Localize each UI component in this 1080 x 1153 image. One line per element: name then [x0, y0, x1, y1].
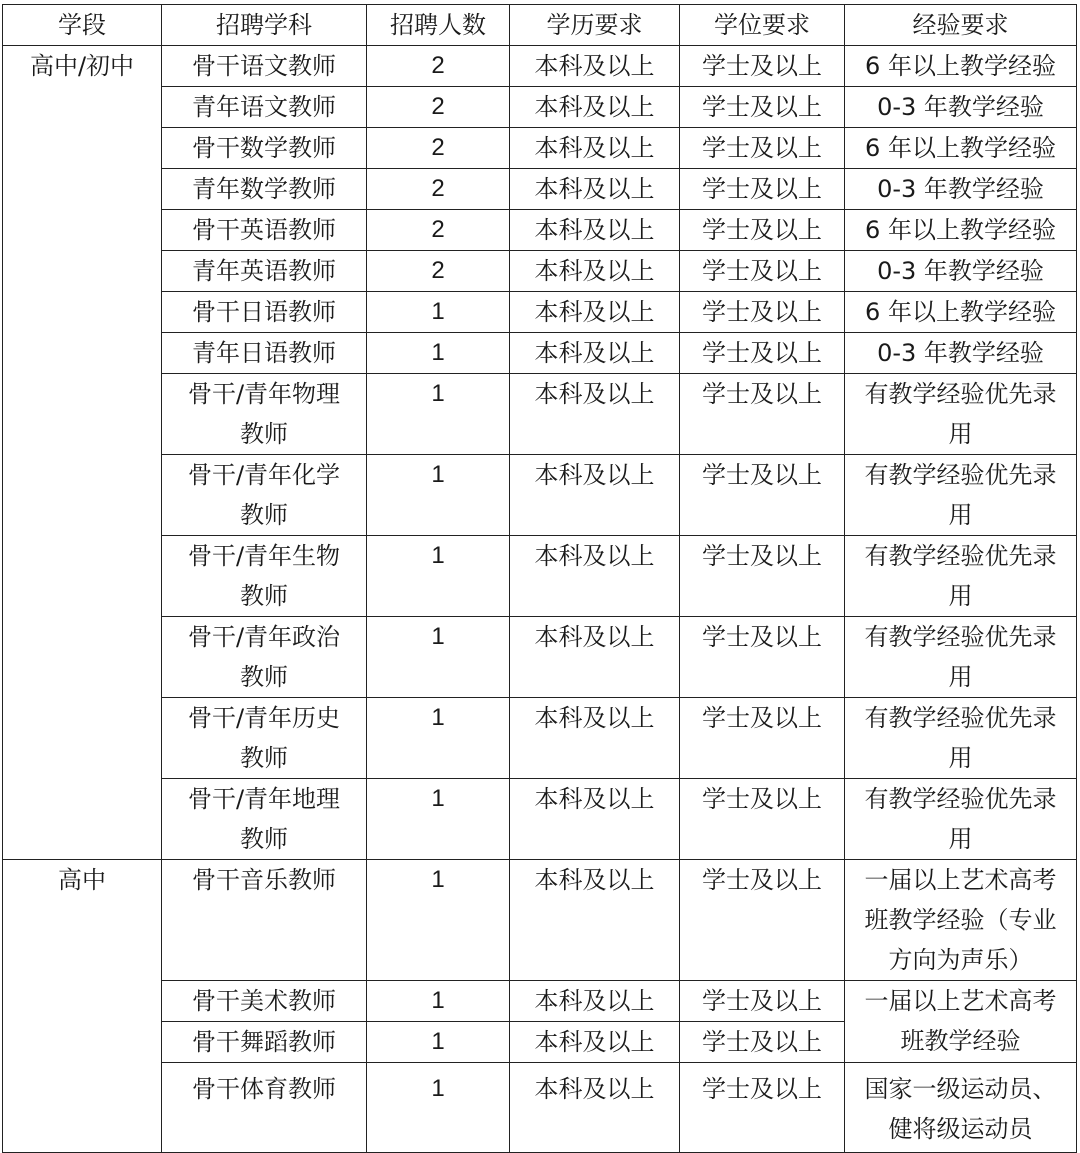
count-cell: 1 — [367, 374, 510, 455]
header-subject: 招聘学科 — [162, 5, 367, 46]
education-cell: 本科及以上 — [510, 1022, 680, 1063]
header-degree: 学位要求 — [680, 5, 845, 46]
table-row — [3, 87, 1077, 128]
degree-cell: 学士及以上 — [680, 536, 845, 617]
education-cell: 本科及以上 — [510, 860, 680, 981]
subject-cell: 青年英语教师 — [162, 251, 367, 292]
education-cell: 本科及以上 — [510, 1063, 680, 1153]
subject-cell: 青年日语教师 — [162, 333, 367, 374]
experience-cell: 国家一级运动员、健将级运动员 — [845, 1063, 1077, 1153]
table-row — [3, 333, 1077, 374]
stage-cell: 高中/初中 — [3, 46, 162, 860]
subject-cell: 青年数学教师 — [162, 169, 367, 210]
table-row — [3, 46, 1077, 87]
header-row — [3, 5, 1077, 46]
education-cell: 本科及以上 — [510, 87, 680, 128]
degree-cell: 学士及以上 — [680, 333, 845, 374]
count-cell: 2 — [367, 87, 510, 128]
subject-cell: 骨干/青年生物教师 — [162, 536, 367, 617]
education-cell: 本科及以上 — [510, 698, 680, 779]
experience-cell: 0-3 年教学经验 — [845, 333, 1077, 374]
table-row — [3, 374, 1077, 455]
education-cell: 本科及以上 — [510, 251, 680, 292]
subject-cell: 骨干体育教师 — [162, 1063, 367, 1153]
education-cell: 本科及以上 — [510, 46, 680, 87]
count-cell: 2 — [367, 128, 510, 169]
subject-cell: 骨干/青年物理教师 — [162, 374, 367, 455]
table-row — [3, 860, 1077, 981]
recruitment-table — [2, 4, 1077, 1153]
education-cell: 本科及以上 — [510, 536, 680, 617]
count-cell: 2 — [367, 169, 510, 210]
subject-cell: 骨干英语教师 — [162, 210, 367, 251]
table-row — [3, 455, 1077, 536]
degree-cell: 学士及以上 — [680, 128, 845, 169]
count-cell: 1 — [367, 536, 510, 617]
experience-cell: 0-3 年教学经验 — [845, 87, 1077, 128]
count-cell: 1 — [367, 981, 510, 1022]
experience-cell: 6 年以上教学经验 — [845, 46, 1077, 87]
degree-cell: 学士及以上 — [680, 617, 845, 698]
education-cell: 本科及以上 — [510, 169, 680, 210]
degree-cell: 学士及以上 — [680, 1063, 845, 1153]
experience-cell: 有教学经验优先录用 — [845, 617, 1077, 698]
table-row — [3, 779, 1077, 860]
count-cell: 1 — [367, 292, 510, 333]
experience-cell: 有教学经验优先录用 — [845, 698, 1077, 779]
subject-cell: 骨干/青年地理教师 — [162, 779, 367, 860]
count-cell: 2 — [367, 210, 510, 251]
table-row — [3, 292, 1077, 333]
degree-cell: 学士及以上 — [680, 860, 845, 981]
count-cell: 1 — [367, 860, 510, 981]
degree-cell: 学士及以上 — [680, 698, 845, 779]
education-cell: 本科及以上 — [510, 981, 680, 1022]
subject-cell: 骨干数学教师 — [162, 128, 367, 169]
education-cell: 本科及以上 — [510, 617, 680, 698]
degree-cell: 学士及以上 — [680, 455, 845, 536]
education-cell: 本科及以上 — [510, 779, 680, 860]
header-count: 招聘人数 — [367, 5, 510, 46]
education-cell: 本科及以上 — [510, 210, 680, 251]
table-row — [3, 210, 1077, 251]
experience-cell: 6 年以上教学经验 — [845, 292, 1077, 333]
degree-cell: 学士及以上 — [680, 46, 845, 87]
table-row — [3, 1063, 1077, 1153]
count-cell: 1 — [367, 617, 510, 698]
education-cell: 本科及以上 — [510, 292, 680, 333]
experience-cell: 0-3 年教学经验 — [845, 251, 1077, 292]
education-cell: 本科及以上 — [510, 374, 680, 455]
count-cell: 1 — [367, 333, 510, 374]
table-row — [3, 698, 1077, 779]
table-row — [3, 169, 1077, 210]
experience-cell: 0-3 年教学经验 — [845, 169, 1077, 210]
subject-cell: 青年语文教师 — [162, 87, 367, 128]
experience-cell: 有教学经验优先录用 — [845, 536, 1077, 617]
degree-cell: 学士及以上 — [680, 169, 845, 210]
table-row — [3, 536, 1077, 617]
degree-cell: 学士及以上 — [680, 87, 845, 128]
experience-cell: 一届以上艺术高考班教学经验 — [845, 981, 1077, 1063]
degree-cell: 学士及以上 — [680, 981, 845, 1022]
count-cell: 1 — [367, 455, 510, 536]
count-cell: 1 — [367, 698, 510, 779]
degree-cell: 学士及以上 — [680, 210, 845, 251]
degree-cell: 学士及以上 — [680, 1022, 845, 1063]
degree-cell: 学士及以上 — [680, 779, 845, 860]
experience-cell: 一届以上艺术高考班教学经验（专业方向为声乐） — [845, 860, 1077, 981]
subject-cell: 骨干/青年政治教师 — [162, 617, 367, 698]
subject-cell: 骨干日语教师 — [162, 292, 367, 333]
table-row — [3, 251, 1077, 292]
count-cell: 2 — [367, 251, 510, 292]
degree-cell: 学士及以上 — [680, 374, 845, 455]
count-cell: 1 — [367, 1022, 510, 1063]
subject-cell: 骨干音乐教师 — [162, 860, 367, 981]
degree-cell: 学士及以上 — [680, 251, 845, 292]
table-row — [3, 128, 1077, 169]
education-cell: 本科及以上 — [510, 128, 680, 169]
degree-cell: 学士及以上 — [680, 292, 845, 333]
table-row — [3, 617, 1077, 698]
count-cell: 2 — [367, 46, 510, 87]
count-cell: 1 — [367, 1063, 510, 1153]
education-cell: 本科及以上 — [510, 455, 680, 536]
count-cell: 1 — [367, 779, 510, 860]
table-row — [3, 981, 1077, 1022]
header-experience: 经验要求 — [845, 5, 1077, 46]
experience-cell: 6 年以上教学经验 — [845, 210, 1077, 251]
stage-cell: 高中 — [3, 860, 162, 1153]
experience-cell: 有教学经验优先录用 — [845, 779, 1077, 860]
experience-cell: 有教学经验优先录用 — [845, 455, 1077, 536]
experience-cell: 6 年以上教学经验 — [845, 128, 1077, 169]
header-education: 学历要求 — [510, 5, 680, 46]
education-cell: 本科及以上 — [510, 333, 680, 374]
subject-cell: 骨干语文教师 — [162, 46, 367, 87]
experience-cell: 有教学经验优先录用 — [845, 374, 1077, 455]
subject-cell: 骨干/青年历史教师 — [162, 698, 367, 779]
subject-cell: 骨干/青年化学教师 — [162, 455, 367, 536]
header-stage: 学段 — [3, 5, 162, 46]
subject-cell: 骨干美术教师 — [162, 981, 367, 1022]
subject-cell: 骨干舞蹈教师 — [162, 1022, 367, 1063]
